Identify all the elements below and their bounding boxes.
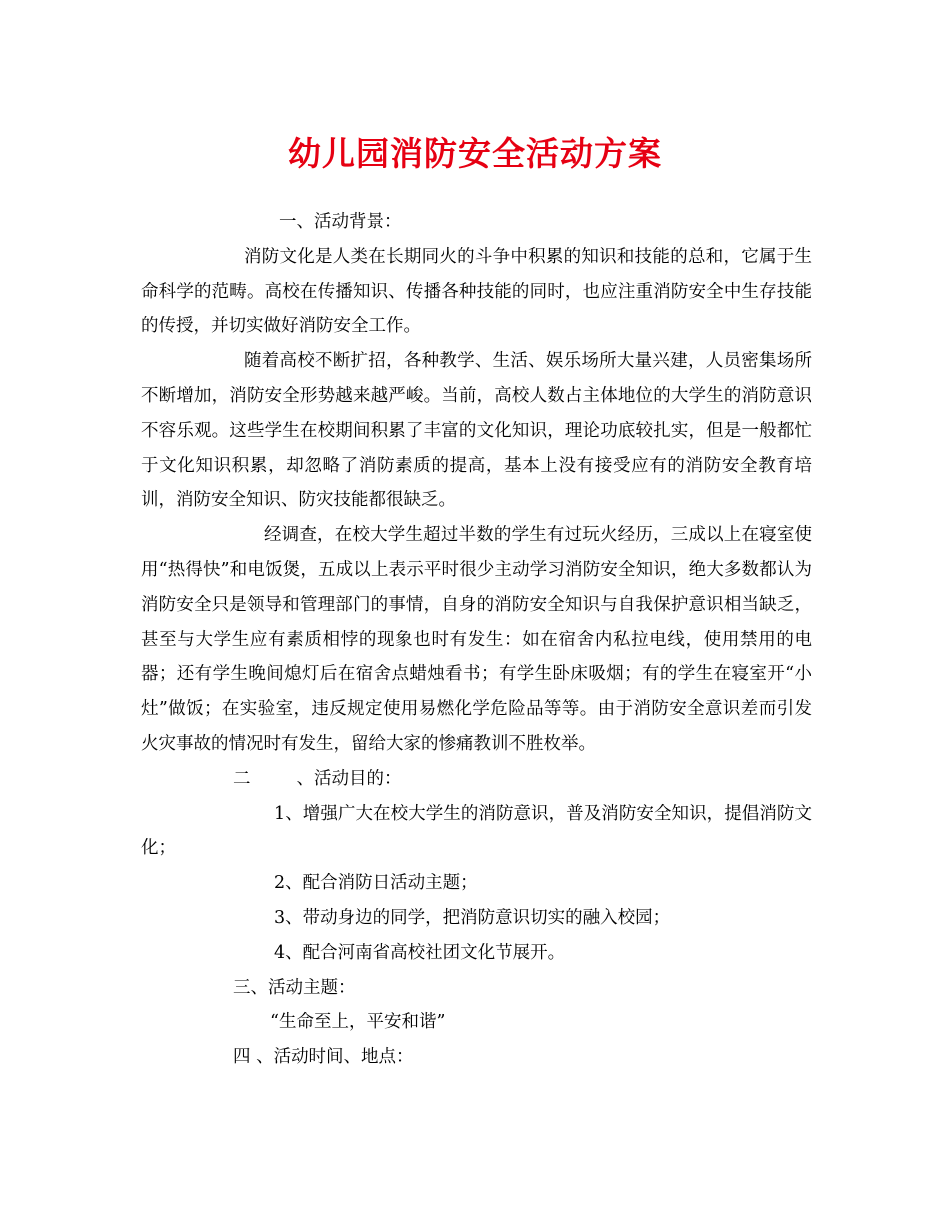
document-title: 幼儿园消防安全活动方案: [288, 134, 662, 173]
purpose-item-3: 3、带动身边的同学，把消防意识切实的融入校园；: [274, 907, 671, 928]
purpose-item-2: 2、配合消防日活动主题；: [274, 873, 478, 894]
purpose-heading-number: 二: [233, 768, 251, 789]
background-paragraph-3: 经调查，在校大学生超过半数的学生有过玩火经历，三成以上在寝室使用“热得快”和电饭煲，五成以上表示平时很少主动学习消防安全知识，绝大多数都认为消防安全只是领导和管理部门的事情，自身的消防安全知识与自我保护意识相当缺乏，甚至与大学生应有素质相悖的现象也时有发生：如在宿舍内私拉电线，使用禁用的电器；还有学生晚间熄灯后在宿舍点蜡烛看书；有学生卧床吸烟；有的学生在寝室开“小灶”做饭；在实验室，违反规定使用易燃化学危险品等等。由于消防安全意识差而引发火灾事故的情况时有发生，留给大家的惨痛教训不胜枚举。: [141, 525, 812, 754]
purpose-item-1: 1、增强广大在校大学生的消防意识，普及消防安全知识，提倡消防文化；: [141, 803, 812, 859]
purpose-heading-text: 、活动目的：: [296, 768, 402, 789]
theme-text: “生命至上，平安和谐”: [270, 1012, 446, 1033]
purpose-item-4: 4、配合河南省高校社团文化节展开。: [274, 942, 566, 963]
section-heading-time-location: 四 、活动时间、地点：: [233, 1047, 414, 1068]
background-paragraph-2: 随着高校不断扩招，各种教学、生活、娱乐场所大量兴建，人员密集场所不断增加，消防安全形势越来越严峻。当前，高校人数占主体地位的大学生的消防意识不容乐观。这些学生在校期间积累了丰富的文化知识，理论功底较扎实，但是一般都忙于文化知识积累，却忽略了消防素质的提高，基本上没有接受应有的消防安全教育培训，消防安全知识、防灾技能都很缺乏。: [141, 351, 812, 511]
section-heading-background: 一、活动背景：: [279, 212, 402, 232]
document-body: [141, 205, 812, 1075]
section-heading-purpose: [141, 762, 812, 797]
section-heading-theme: 三、活动主题：: [233, 977, 356, 998]
background-paragraph-1: 消防文化是人类在长期同火的斗争中积累的知识和技能的总和，它属于生命科学的范畴。高校在传播知识、传播各种技能的同时，也应注重消防安全中生存技能的传授，并切实做好消防安全工作。: [141, 246, 812, 337]
